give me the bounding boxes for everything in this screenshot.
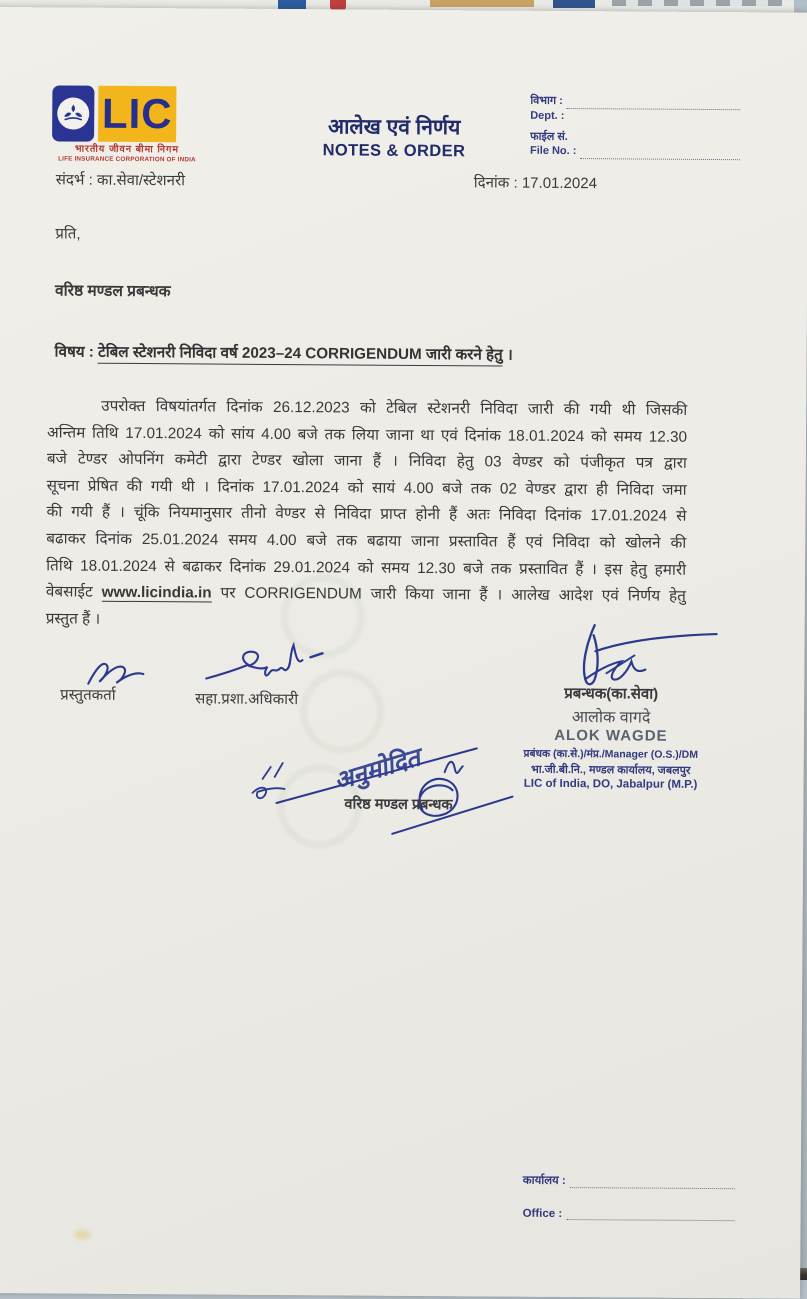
reference-label: संदर्भ :: [55, 171, 93, 189]
presenter-label: प्रस्तुतकर्ता: [60, 686, 116, 704]
date-value: 17.01.2024: [521, 174, 598, 193]
reference-row: [56, 169, 746, 194]
body-line: तिथि 18.01.2024 से बढाकर दिनांक 29.01.2024 को समय 12.30 बजे तक प्रस्तावित हैं । इस हेतु हमारी: [46, 556, 687, 579]
form-title-english: NOTES & ORDER: [322, 141, 466, 161]
office-fill-line-english: [566, 1208, 734, 1221]
dept-fill-line: [567, 97, 741, 110]
body-line: सूचना प्रेषित की गयी थी । दिनांक 17.01.2024 को सायं 4.00 बजे तक 02 वेण्डर द्वारा ही निविदा जमा: [46, 477, 687, 499]
office-label-hindi: कार्यालय :: [522, 1174, 566, 1188]
approval-block: [244, 731, 535, 843]
manager-name-english: ALOK WAGDE: [554, 726, 668, 745]
paper-stain: [74, 1230, 90, 1240]
aao-signature: [202, 638, 327, 691]
body-line-post: पर CORRIGENDUM जारी किया जाना हैं । आलेख आदेश एवं निर्णय हेतु: [211, 584, 686, 605]
body-line: की गयी हैं । चूंकि नियमानुसार तीनो वेण्डर से निविदा प्राप्त होनी हैं अतः निविदा दिनांक 17.01.2024 से: [46, 503, 687, 526]
lic-emblem-icon: [52, 85, 94, 141]
office-fields: [523, 1173, 735, 1221]
file-fill-line: [580, 147, 740, 160]
dept-label-hindi: विभाग :: [530, 94, 563, 107]
office-label-english: Office :: [522, 1207, 563, 1220]
manager-title: प्रबन्धक(का.सेवा): [564, 684, 659, 703]
org-name-english: LIFE INSURANCE CORPORATION OF INDIA: [58, 155, 196, 164]
form-title-hindi: आलेख एवं निर्णय: [327, 115, 461, 140]
body-line: बढाकर दिनांक 25.01.2024 समय 4.00 बजे तक बढाया जाना प्रस्तावित हैं एवं निविदा को खोलने की: [46, 530, 687, 552]
manager-office-english: LIC of India, DO, Jabalpur (M.P.): [523, 777, 698, 791]
website-link: www.licindia.in: [101, 583, 212, 602]
body-line: बजे टेण्डर ओपनिंग कमेटी द्वारा टेण्डर खोला जाना हैं । निविदा हेतु 03 वेण्डर को पंजीकृत पत्र द्वारा: [46, 450, 687, 473]
hands-flame-icon: [60, 100, 86, 126]
file-label-english: File No. :: [529, 144, 577, 158]
subject-text: टेबिल स्टेशनरी निविदा वर्ष 2023–24 CORRIGENDUM जारी करने हेतु: [98, 344, 503, 367]
subject-end: ।: [506, 346, 513, 364]
body-line: उपरोक्त विषयांतर्गत दिनांक 26.12.2023 को टेबिल स्टेशनरी निविदा जारी की गयी थी जिसकी: [101, 397, 688, 419]
letter-body: [46, 393, 688, 637]
body-line: अन्तिम तिथि 17.01.2024 को सांय 4.00 बजे तक लिया जाना था एवं दिनांक 18.01.2024 को समय 12.30: [46, 423, 688, 446]
approver-label: वरिष्ठ मण्डल प्रबन्धक: [344, 796, 453, 814]
body-line: प्रस्तुत हैं ।: [45, 610, 101, 628]
subject-line: [55, 341, 513, 364]
body-line-website: [46, 580, 686, 611]
manager-designation: प्रबंधक (का.से.)/मंप्र./Manager (O.S.)/DM: [523, 747, 699, 761]
addressee: वरिष्ठ मण्डल प्रबन्धक: [54, 282, 171, 301]
date-label: दिनांक :: [473, 174, 518, 192]
subject-label: विषय :: [54, 343, 94, 361]
letter-page: [0, 7, 807, 1299]
lic-wordmark: LIC: [98, 86, 176, 143]
salutation: प्रति,: [55, 225, 81, 243]
aao-label: सहा.प्रशा.अधिकारी: [195, 690, 299, 709]
backdrop-blue-paper-edge: [278, 0, 306, 9]
approved-handwritten-text: अनुमोदित: [330, 743, 424, 796]
backdrop-tan-paper-edge: [430, 0, 534, 7]
manager-office-hindi: भा.जी.बी.नि., मण्डल कार्यालय, जबलपुर: [530, 763, 691, 777]
file-label-hindi: फाईल सं.: [530, 130, 568, 143]
backdrop-blue-paper-edge-2: [553, 0, 595, 8]
header-fields: [530, 95, 740, 160]
org-name-hindi: भारतीय जीवन बीमा निगम: [74, 143, 180, 156]
form-title: [294, 112, 494, 161]
office-fill-line-hindi: [570, 1176, 735, 1189]
backdrop-ruler-marks: [612, 0, 782, 6]
dept-label-english: Dept. :: [530, 109, 565, 122]
lic-logo: [52, 85, 203, 163]
reference-value: का.सेवा/स्टेशनरी: [96, 171, 186, 190]
manager-name-hindi: आलोक वागदे: [571, 709, 651, 727]
body-line-pre: वेबसाईट: [45, 583, 102, 601]
